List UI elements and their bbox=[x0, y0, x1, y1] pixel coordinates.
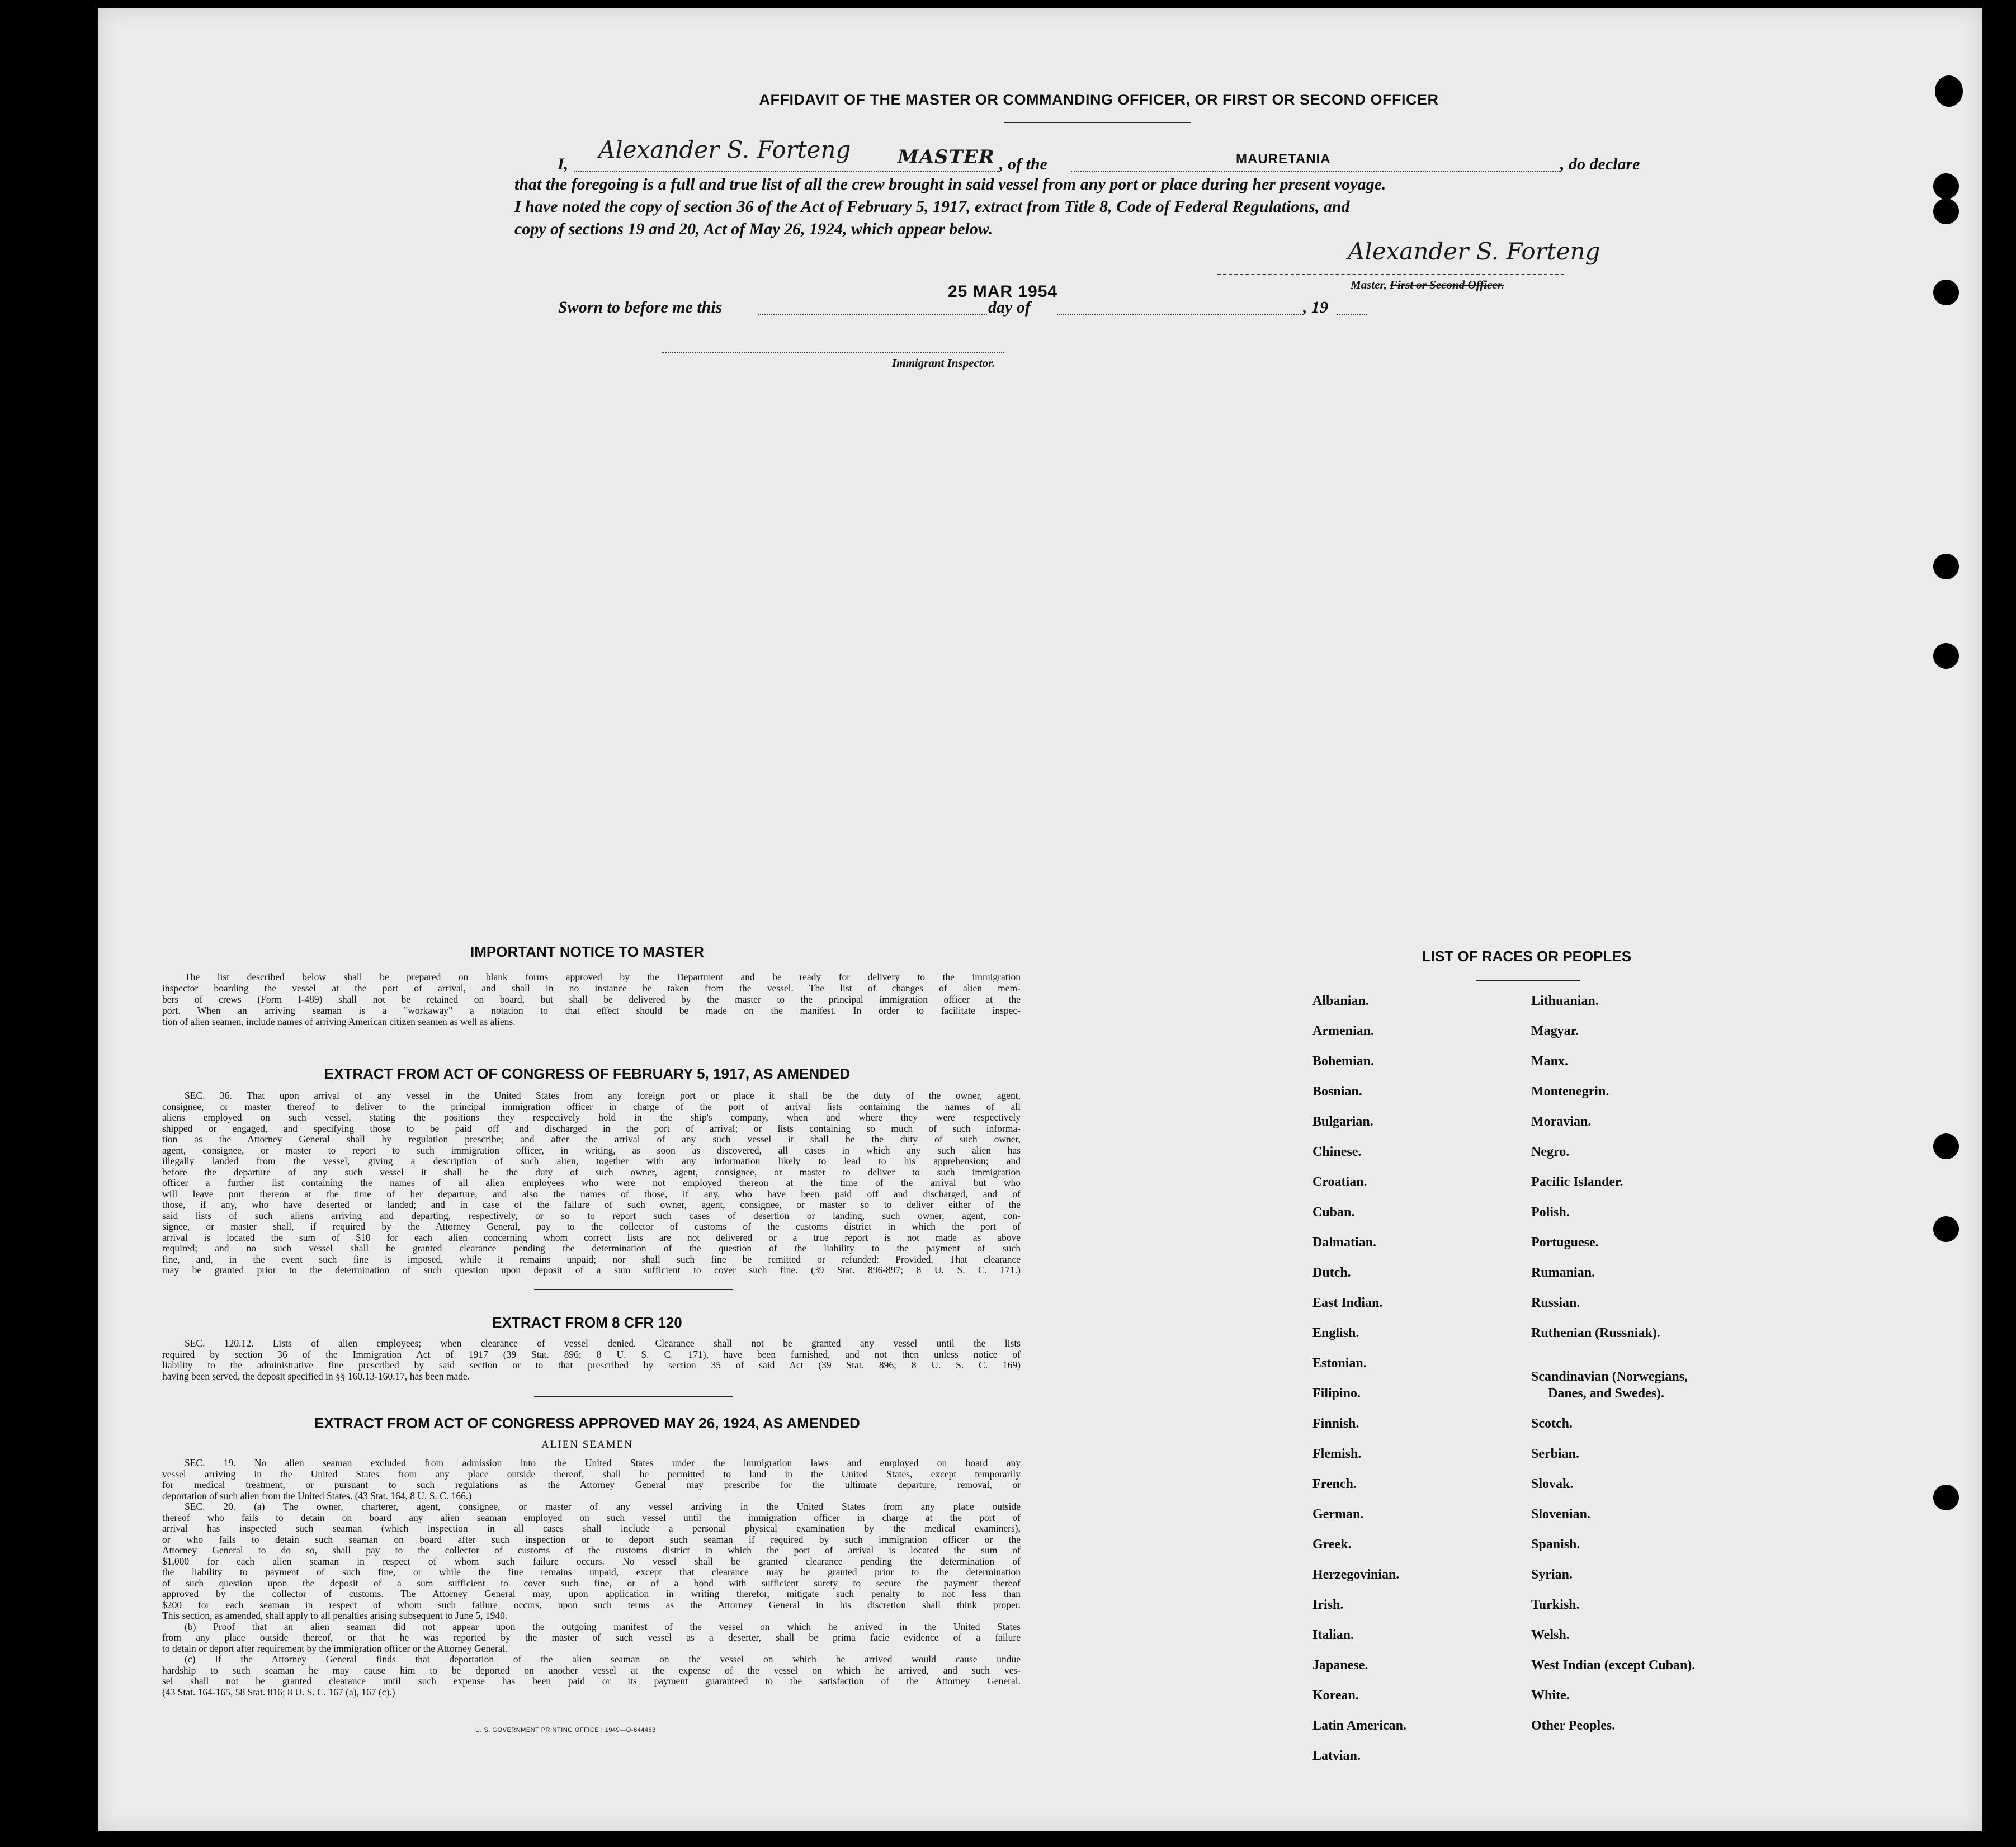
race-item: Japanese. bbox=[1312, 1658, 1368, 1673]
signature-line bbox=[1217, 274, 1564, 275]
vessel-field-line bbox=[1071, 171, 1560, 172]
handwritten-name: Alexander S. Forteng bbox=[598, 136, 851, 163]
extract-1917-line: shipped or engaged, and specifying those to be paid off and discharged in the port of arrival; or lists containing so much of such informa- bbox=[162, 1122, 1021, 1134]
race-item: German. bbox=[1312, 1507, 1364, 1522]
notice-line: inspector boarding the vessel at the port of arrival, and shall in no instance be taken from the vessel. The list of changes of alien mem- bbox=[162, 982, 1021, 994]
extract-1924-line: sel shall not be granted clearance until such expense has been paid or its payment guaranteed to the satisfaction of the Attorney General. bbox=[162, 1675, 1021, 1687]
extract-1917-line: those, if any, who have deserted or landed; and in case of the failure of such owner, agent, consignee, or master so to deliver either of the bbox=[162, 1199, 1021, 1210]
race-item: Turkish. bbox=[1531, 1598, 1580, 1612]
extract-1917-line: SEC. 36. That upon arrival of any vessel in the United States from any foreign port or place it shall be the duty of the owner, agent, bbox=[185, 1090, 1021, 1101]
binder-hole bbox=[1933, 554, 1959, 579]
extract-1924-line: for medical treatment, or pursuant to such regulations as the Attorney General may prescribe for the ultimate departure, removal, or bbox=[162, 1479, 1021, 1490]
binder-hole bbox=[1933, 173, 1959, 199]
extract-1924-line: to detain or deport after requirement by the immigration officer or the Attorney General. bbox=[162, 1642, 508, 1654]
race-item: Finnish. bbox=[1312, 1416, 1359, 1431]
race-item: Magyar. bbox=[1531, 1024, 1579, 1038]
race-item: Rumanian. bbox=[1531, 1265, 1595, 1280]
race-item: English. bbox=[1312, 1326, 1359, 1340]
name-field-line bbox=[574, 171, 999, 172]
binder-hole bbox=[1933, 280, 1959, 305]
extract-1924-line: from any place outside thereof, or that he was reported by the master of such vessel as a deserter, shall be prima facie evidence of a failure bbox=[162, 1632, 1021, 1643]
race-item: Latin American. bbox=[1312, 1718, 1406, 1733]
race-item: Croatian. bbox=[1312, 1175, 1367, 1189]
caption-master: Master, bbox=[1351, 278, 1387, 291]
race-item: East Indian. bbox=[1312, 1296, 1383, 1310]
race-item: Dutch. bbox=[1312, 1265, 1351, 1280]
race-item: Welsh. bbox=[1531, 1628, 1570, 1642]
race-item: French. bbox=[1312, 1477, 1357, 1491]
notice-title: IMPORTANT NOTICE TO MASTER bbox=[470, 943, 704, 960]
extract-1924-line: This section, as amended, shall apply to all penalties arising subsequent to June 5, 1940. bbox=[162, 1610, 508, 1621]
extract-cfr-line: having been served, the deposit specified in §§ 160.13-160.17, has been made. bbox=[162, 1370, 470, 1382]
race-item: Bulgarian. bbox=[1312, 1114, 1373, 1129]
extract-1924-line: (c) If the Attorney General finds that deportation of the alien seaman on the vessel on which he arrived would cause undue bbox=[185, 1654, 1021, 1665]
race-item: Filipino. bbox=[1312, 1386, 1361, 1401]
date-stamp: 25 MAR 1954 bbox=[948, 282, 1058, 301]
race-item: Cuban. bbox=[1312, 1205, 1355, 1220]
section-divider bbox=[534, 1289, 733, 1290]
race-item: Moravian. bbox=[1531, 1114, 1592, 1129]
extract-1924-line: approved by the collector of customs. The Attorney General may, upon application in writing therefor, mitigate such penalty to not less than bbox=[162, 1588, 1021, 1599]
extract-1924-line: of such question upon the deposit of a sum sufficient to cover such fine, or of a bond with sufficient surety to secure the payment thereof bbox=[162, 1577, 1021, 1589]
caption-struck-officer: First or Second Officer. bbox=[1390, 278, 1504, 291]
race-item: Albanian. bbox=[1312, 994, 1369, 1008]
race-item: Chinese. bbox=[1312, 1145, 1362, 1159]
race-item: Montenegrin. bbox=[1531, 1084, 1609, 1099]
binder-hole bbox=[1933, 199, 1959, 224]
extract-1917-line: required; and no such vessel shall be granted clearance pending the determination of the question of the liability to the payment of such bbox=[162, 1243, 1021, 1254]
race-item: Bohemian. bbox=[1312, 1054, 1375, 1069]
extract-cfr-text bbox=[162, 1338, 1021, 1382]
race-item: Greek. bbox=[1312, 1537, 1352, 1552]
race-item: Polish. bbox=[1531, 1205, 1570, 1220]
race-item: White. bbox=[1531, 1688, 1570, 1703]
extract-1924-subtitle: ALIEN SEAMEN bbox=[541, 1439, 633, 1451]
section-divider bbox=[534, 1396, 733, 1397]
extract-1924-line: $1,000 for each alien seaman in respect of whom such failure occurs. No vessel shall be granted clearance pending the determination of bbox=[162, 1555, 1021, 1567]
inspector-caption: Immigrant Inspector. bbox=[892, 356, 995, 370]
extract-1917-line: officer a further list containing the names of all alien employees who were not employed thereon at the time of the arrival but who bbox=[162, 1177, 1021, 1188]
printer-imprint: U. S. GOVERNMENT PRINTING OFFICE : 1949—O-844463 bbox=[475, 1727, 656, 1733]
race-item: Danes, and Swedes). bbox=[1548, 1386, 1665, 1401]
binder-hole bbox=[1933, 643, 1959, 669]
races-title-rule bbox=[1476, 980, 1580, 981]
year-prefix: , 19 bbox=[1303, 298, 1328, 317]
extract-1924-line: (b) Proof that an alien seaman did not appear upon the outgoing manifest of the vessel on which he arrived in the United States bbox=[185, 1621, 1021, 1632]
race-item: Latvian. bbox=[1312, 1749, 1361, 1763]
binder-hole bbox=[1935, 75, 1963, 107]
extract-1917-line: may be granted prior to the determination of such question upon deposit of a sum sufficient to cover such fine. (39 Stat. 896-897; 8 U. S. C. 171.) bbox=[162, 1264, 1021, 1276]
race-item: Scotch. bbox=[1531, 1416, 1573, 1431]
notice-line: port. When an arriving seaman is a "workaway" a notation to that effect should be made on the manifest. In order to facilitate inspec- bbox=[162, 1005, 1021, 1016]
extract-1917-line: before the departure of any such vessel it shall be the duty of such owner, agent, consignee, or master to deliver to such immigration bbox=[162, 1166, 1021, 1178]
extract-1924-line: or who fails to detain such seaman on board after such inspection or to deport such seaman if required by such immigration officer or the bbox=[162, 1533, 1021, 1545]
extract-cfr-line: required by section 36 of the Immigration Act of 1917 (39 Stat. 896; 8 U. S. C. 171), have been furnished, and not then unless notice of bbox=[162, 1348, 1021, 1360]
affidavit-title: AFFIDAVIT OF THE MASTER OR COMMANDING OFFICER, OR FIRST OR SECOND OFFICER bbox=[759, 91, 1439, 108]
extract-1924-line: SEC. 20. (a) The owner, charterer, agent, consignee, or master of any vessel arriving in the United States from any place outside bbox=[185, 1501, 1021, 1512]
extract-1924-title: EXTRACT FROM ACT OF CONGRESS APPROVED MAY 26, 1924, AS AMENDED bbox=[314, 1415, 860, 1432]
binder-hole bbox=[1933, 1133, 1959, 1159]
day-of-label: day of bbox=[988, 298, 1031, 317]
extract-1924-line: (43 Stat. 164-165, 58 Stat. 816; 8 U. S. C. 167 (a), 167 (c).) bbox=[162, 1686, 395, 1698]
extract-1917-line: said lists of such aliens arriving and departing, respectively, or so to report such cases of desertion or landing, such owner, agent, con- bbox=[162, 1210, 1021, 1221]
race-item: Portuguese. bbox=[1531, 1235, 1599, 1250]
extract-1917-line: tion as the Attorney General shall by regulation prescribe; and after the arrival of any such vessel it shall be the duty of such owner, bbox=[162, 1133, 1021, 1145]
extract-1917-line: illegally landed from the vessel, giving a description of such alien, together with any information likely to lead to his apprehension; and bbox=[162, 1155, 1021, 1166]
race-item: Ruthenian (Russniak). bbox=[1531, 1326, 1660, 1340]
race-item: Pacific Islander. bbox=[1531, 1175, 1623, 1189]
extract-1924-line: thereof who fails to detain on board any alien seaman employed on such vessel until the immigration officer in charge at the port of bbox=[162, 1511, 1021, 1523]
race-item: Scandinavian (Norwegians, bbox=[1531, 1369, 1688, 1384]
race-item: Spanish. bbox=[1531, 1537, 1580, 1552]
race-item: Slovak. bbox=[1531, 1477, 1574, 1491]
race-item: Dalmatian. bbox=[1312, 1235, 1376, 1250]
of-the-label: , of the bbox=[999, 155, 1047, 173]
sworn-year-line bbox=[1337, 314, 1367, 315]
notice-line: bers of crews (Form I-489) shall not be retained on board, but shall be delivered by the master to the principal immigration officer at the bbox=[162, 994, 1021, 1005]
extract-1917-text bbox=[162, 1090, 1021, 1276]
extract-1917-line: will leave port thereon at the time of her departure, and also the names of those, if any, who have been paid off and discharged, and of bbox=[162, 1188, 1021, 1199]
do-declare-label: , do declare bbox=[1560, 155, 1640, 173]
race-item: West Indian (except Cuban). bbox=[1531, 1658, 1696, 1673]
race-item: Armenian. bbox=[1312, 1024, 1374, 1038]
affidavit-title-rule bbox=[1004, 122, 1191, 123]
extract-1917-line: fine, and, in the event such fine is imposed, while it remains unpaid; nor shall such fine be remitted or refunded: Provided, That clearance bbox=[162, 1253, 1021, 1265]
notice-text bbox=[162, 971, 1021, 1027]
race-item: Italian. bbox=[1312, 1628, 1354, 1642]
extract-1924-line: SEC. 19. No alien seaman excluded from admission into the United States under the immigration laws and employed on board any bbox=[185, 1457, 1021, 1468]
affidavit-body-line-2: I have noted the copy of section 36 of the Act of February 5, 1917, extract from Title 8, Code of Federal Regulations, and bbox=[514, 197, 1350, 216]
race-item: Estonian. bbox=[1312, 1356, 1367, 1371]
sworn-day-line bbox=[758, 314, 987, 315]
race-item: Korean. bbox=[1312, 1688, 1359, 1703]
extract-1924-line: Attorney General to do so, shall pay to the collector of customs of the customs district in which the port of arrival is located the sum of bbox=[162, 1544, 1021, 1556]
race-item: Irish. bbox=[1312, 1598, 1344, 1612]
race-item: Manx. bbox=[1531, 1054, 1568, 1069]
binder-hole bbox=[1933, 1485, 1959, 1510]
extract-1917-line: signee, or master shall, if required by the Attorney General, pay to the collector of customs of the customs district in which the port of bbox=[162, 1221, 1021, 1232]
document-page bbox=[98, 8, 1982, 1831]
race-item: Serbian. bbox=[1531, 1447, 1580, 1461]
race-item: Flemish. bbox=[1312, 1447, 1362, 1461]
race-item: Bosnian. bbox=[1312, 1084, 1362, 1099]
race-item: Lithuanian. bbox=[1531, 994, 1599, 1008]
races-title: LIST OF RACES OR PEOPLES bbox=[1422, 948, 1632, 965]
race-item: Russian. bbox=[1531, 1296, 1580, 1310]
extract-1917-title: EXTRACT FROM ACT OF CONGRESS OF FEBRUARY 5, 1917, AS AMENDED bbox=[324, 1065, 851, 1082]
race-item: Other Peoples. bbox=[1531, 1718, 1616, 1733]
sworn-month-line bbox=[1057, 314, 1303, 315]
race-item: Syrian. bbox=[1531, 1567, 1573, 1582]
extract-1924-line: $200 for each seaman in respect of whom such failure occurs, upon such terms as the Attorney General in his discretion shall think proper. bbox=[162, 1599, 1021, 1610]
sworn-label: Sworn to before me this bbox=[558, 298, 723, 317]
binder-hole bbox=[1933, 1216, 1959, 1242]
extract-1917-line: aliens employed on such vessel, stating the positions they respectively hold in the ship's company, when and where they were respectively bbox=[162, 1112, 1021, 1123]
affidavit-body-line-1: that the foregoing is a full and true list of all the crew brought in said vessel from any port or place during her present voyage. bbox=[514, 175, 1386, 193]
race-item: Negro. bbox=[1531, 1145, 1570, 1159]
master-signature: Alexander S. Forteng bbox=[1348, 238, 1600, 265]
notice-line: The list described below shall be prepared on blank forms approved by the Department and be ready for delivery to the immigration bbox=[185, 971, 1021, 982]
extract-1924-line: arrival has inspected such seaman (which inspection in all cases shall include a personal physical examination by the medical examiners), bbox=[162, 1523, 1021, 1534]
handwritten-rank: MASTER bbox=[898, 146, 995, 168]
extract-1924-line: vessel arriving in the United States from any place outside thereof, shall be permitted to land in the United States, except temporarily bbox=[162, 1468, 1021, 1480]
race-item: Slovenian. bbox=[1531, 1507, 1591, 1522]
affidavit-body-line-3: copy of sections 19 and 20, Act of May 26, 1924, which appear below. bbox=[514, 220, 993, 238]
extract-1924-text bbox=[162, 1458, 1021, 1698]
inspector-signature-line bbox=[662, 352, 1004, 353]
extract-1924-line: hardship to such seaman he may cause him to be deported on another vessel at the expense of the vessel on which he arrived, and such ves- bbox=[162, 1664, 1021, 1676]
vessel-name: MAURETANIA bbox=[1236, 152, 1331, 167]
extract-1917-line: consignee, or master thereof to deliver to the principal immigration officer in charge of the port of arrival lists containing the names of all bbox=[162, 1100, 1021, 1112]
extract-1924-line: deportation of such alien from the United States. (43 Stat. 164, 8 U. S. C. 166.) bbox=[162, 1490, 472, 1501]
extract-cfr-title: EXTRACT FROM 8 CFR 120 bbox=[492, 1314, 682, 1331]
extract-1917-line: agent, consignee, or master to report to such immigration officer, in writing, as soon as discovered, all cases in which any such alien has bbox=[162, 1144, 1021, 1156]
extract-cfr-line: SEC. 120.12. Lists of alien employees; when clearance of vessel denied. Clearance shall not be granted any vessel until the lists bbox=[185, 1338, 1021, 1349]
extract-1917-line: arrival is located the sum of $10 for each alien concerning whom correct lists are not delivered or a true report is not made as above bbox=[162, 1231, 1021, 1243]
extract-1924-line: the liability to payment of such fine, or while the fine remains unpaid, except that clearance may be granted prior to the determination bbox=[162, 1566, 1021, 1577]
extract-cfr-line: liability to the administrative fine prescribed by said section or to that prescribed by section 35 of said Act (39 Stat. 896; 8 U. S. C. 169) bbox=[162, 1359, 1021, 1371]
signature-caption bbox=[1351, 278, 1504, 292]
race-item: Herzegovinian. bbox=[1312, 1567, 1400, 1582]
notice-line: tion of alien seamen, include names of arriving American citizen seamen as well as aliens. bbox=[162, 1016, 516, 1027]
i-label: I, bbox=[558, 155, 569, 173]
